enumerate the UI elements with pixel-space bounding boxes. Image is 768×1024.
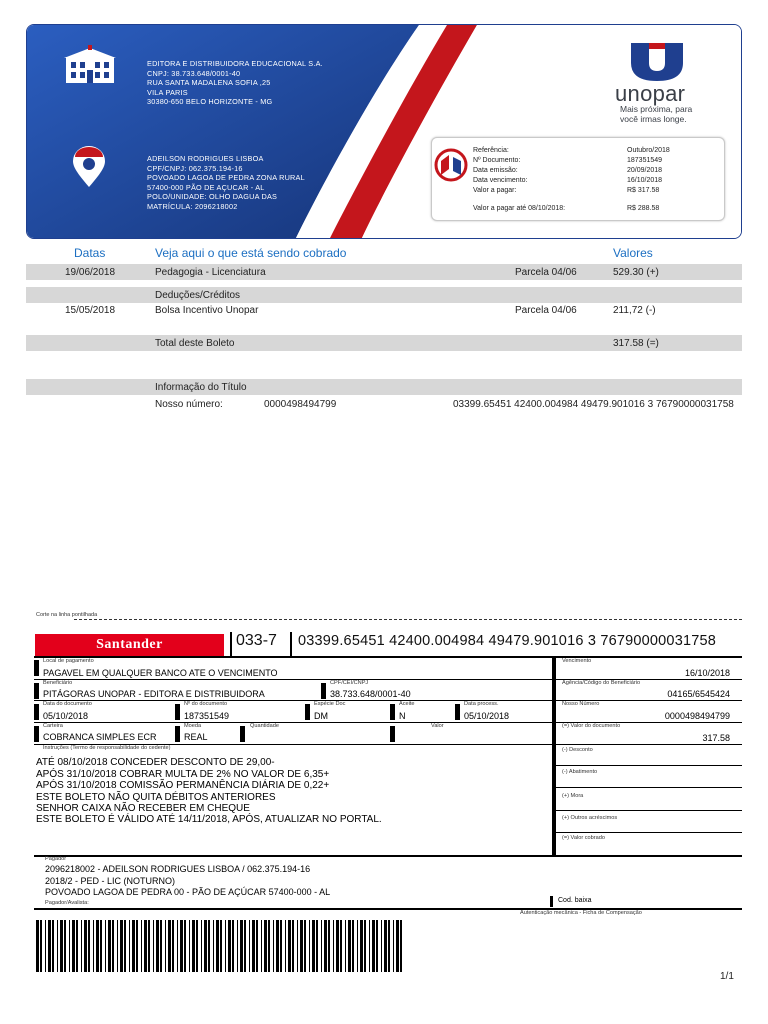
santander-logo (35, 634, 224, 656)
agencia-label: Agência/Código do Beneficiário (562, 680, 641, 686)
barcode-bar (136, 920, 138, 972)
barcode-bar (96, 920, 99, 972)
info-band (26, 379, 742, 395)
nosso-numero-label: Nosso Número (562, 701, 600, 707)
nosso-numero-label: Nosso número: (155, 399, 223, 410)
company-line: VILA PARIS (147, 87, 188, 97)
barcode-bar (112, 920, 114, 972)
barcode-bar (264, 920, 267, 972)
student-line: ADEILSON RODRIGUES LISBOA (147, 154, 264, 163)
barcode-bar (240, 920, 243, 972)
barcode-bar (184, 920, 186, 972)
barcode-bar (93, 920, 94, 972)
row-divider (556, 765, 742, 766)
barcode-bar (172, 920, 174, 972)
deduction-description: Bolsa Incentivo Unopar (155, 305, 259, 316)
company-line: 30380-650 BELO HORIZONTE - MG (147, 97, 273, 107)
barcode-bar (249, 920, 250, 972)
field-tick (390, 704, 395, 720)
barcode-bar (285, 920, 286, 972)
field-tick (34, 726, 39, 742)
data-processamento-value: 05/10/2018 (464, 711, 510, 721)
barcode-bar (220, 920, 222, 972)
barcode-bar (321, 920, 322, 972)
field-tick (390, 726, 395, 742)
cpf-label: CPF/CEI/CNPJ (330, 680, 369, 686)
beneficiario-value: PITÁGORAS UNOPAR - EDITORA E DISTRIBUIDORA (43, 689, 265, 699)
instruction-line: SENHOR CAIXA NÃO RECEBER EM CHEQUE (36, 803, 250, 814)
instruction-line: APÓS 31/10/2018 COBRAR MULTA DE 2% NO VALOR DE 6,35+ (36, 769, 330, 780)
pagador-line: 2018/2 - PED - LIC (NOTURNO) (45, 876, 176, 886)
agencia-value: 04165/6545424 (667, 689, 730, 699)
abatimento-label: (-) Abatimento (562, 769, 598, 775)
right-column-divider (552, 658, 556, 856)
ref-value: 16/10/2018 (627, 177, 663, 184)
nosso-numero-value: 0000498494799 (264, 399, 337, 410)
barcode-bar (316, 920, 318, 972)
barcode-bar (276, 920, 279, 972)
barcode-bar (364, 920, 366, 972)
reference-box (431, 137, 725, 221)
deduction-date: 15/05/2018 (65, 305, 116, 316)
field-tick (455, 704, 460, 720)
barcode-bar (336, 920, 339, 972)
header-banner (26, 24, 742, 239)
field-tick (34, 660, 39, 676)
carteira-label: Carteira (43, 723, 63, 729)
info-title: Informação do Título (155, 382, 247, 393)
barcode-bar (324, 920, 327, 972)
valor-label: Valor (431, 723, 444, 729)
barcode-bar (189, 920, 190, 972)
barcode-bar (36, 920, 39, 972)
barcode-bar (400, 920, 402, 972)
deduction-parcel: Parcela 04/06 (515, 305, 577, 316)
barcode-bar (273, 920, 274, 972)
barcode-bar (177, 920, 178, 972)
pagador-label: Pagador (45, 856, 67, 862)
vencimento-label: Vencimento (562, 658, 592, 664)
ref-label: Valor a pagar até 08/10/2018: (473, 205, 566, 212)
instruction-line: ESTE BOLETO NÃO QUITA DÉBITOS ANTERIORES (36, 792, 276, 803)
row-divider (556, 832, 742, 833)
col-header-values: Valores (613, 246, 653, 260)
unopar-tagline (620, 105, 692, 124)
barcode-bar (57, 920, 58, 972)
moeda-value: REAL (184, 732, 208, 742)
cod-baixa-tick (550, 896, 553, 907)
barcode-bar (141, 920, 142, 972)
charge-description: Pedagogia - Licenciatura (155, 267, 266, 278)
barcode-bar (45, 920, 46, 972)
barcode-bar (201, 920, 202, 972)
vencimento-value: 16/10/2018 (684, 668, 730, 678)
beneficiario-label: Beneficiário (43, 680, 73, 686)
deductions-band (26, 287, 742, 303)
tagline-line: Mais próxima, para (620, 104, 693, 114)
student-line: POVOADO LAGOA DE PEDRA ZONA RURAL (147, 173, 305, 183)
unopar-seal-icon (434, 148, 468, 182)
barcode-bar (304, 920, 306, 972)
barcode-bar (108, 920, 111, 972)
barcode-bar (312, 920, 315, 972)
valor-documento-label: (=) Valor do documento (562, 723, 621, 729)
cut-line-label: Corte na linha pontilhada (36, 612, 98, 618)
deductions-title: Deduções/Créditos (155, 290, 241, 301)
instruction-line: APÓS 31/10/2018 COMISSÃO PERMANÊNCIA DIÁRIA DE 0,22+ (36, 780, 330, 791)
barcode-bar (256, 920, 258, 972)
barcode-bar (345, 920, 346, 972)
barcode-bar (393, 920, 394, 972)
barcode-bar (180, 920, 183, 972)
field-tick (34, 704, 39, 720)
barcode-bar (117, 920, 118, 972)
field-tick (34, 683, 39, 699)
barcode-bar (76, 920, 78, 972)
ref-value: 20/09/2018 (627, 167, 663, 174)
barcode-bar (261, 920, 262, 972)
student-line: POLO/UNIDADE: OLHO DAGUA DAS (147, 192, 278, 202)
ref-label: Valor a pagar: (473, 187, 517, 194)
barcode-bar (213, 920, 214, 972)
cut-line (74, 619, 742, 620)
barcode-bar (72, 920, 75, 972)
ref-value: R$ 317.58 (627, 187, 660, 194)
barcode-bar (204, 920, 207, 972)
cpf-value: 38.733.648/0001-40 (330, 689, 411, 699)
row-divider (34, 700, 742, 701)
carteira-value: COBRANCA SIMPLES ECR (43, 732, 157, 742)
barcode-bar (192, 920, 195, 972)
bank-code: 033-7 (236, 632, 277, 649)
company-line: EDITORA E DISTRIBUIDORA EDUCACIONAL S.A. (147, 59, 323, 68)
barcode-bar (100, 920, 102, 972)
ref-value: R$ 288.58 (627, 205, 660, 212)
ref-value: Outubro/2018 (627, 147, 670, 154)
field-tick (240, 726, 245, 742)
local-label: Local de pagamento (43, 658, 94, 664)
unopar-wordmark: unopar (615, 81, 686, 106)
company-line: RUA SANTA MADALENA SOFIA ,25 (147, 78, 271, 88)
barcode-bar (360, 920, 363, 972)
deduction-value: 211,72 (-) (613, 305, 656, 316)
barcode-bar (232, 920, 234, 972)
barcode-bar (216, 920, 219, 972)
instrucoes-label: Instruções (Termo de responsabilidade do cedente) (43, 745, 171, 751)
row-divider (34, 722, 742, 723)
aceite-value: N (399, 711, 406, 721)
valor-documento-value: 317.58 (702, 733, 730, 743)
barcode-bar (165, 920, 166, 972)
desconto-label: (-) Desconto (562, 747, 593, 753)
barcode-bar (252, 920, 255, 972)
data-documento-value: 05/10/2018 (43, 711, 89, 721)
avalista-label: Pagador/Avalista: (45, 900, 89, 906)
barcode-bar (48, 920, 51, 972)
tagline-line: você irmas longe. (620, 113, 687, 124)
barcode-bar (144, 920, 147, 972)
location-pin-icon (72, 146, 106, 188)
ref-label: Nº Documento: (473, 157, 521, 164)
barcode-bar (297, 920, 298, 972)
barcode-bar (280, 920, 282, 972)
row-divider (556, 810, 742, 811)
barcode-bar (357, 920, 358, 972)
barcode-bar (81, 920, 82, 972)
barcode-bar (309, 920, 310, 972)
ref-label: Data emissão: (473, 167, 518, 174)
barcode-bar (129, 920, 130, 972)
field-tick (321, 683, 326, 699)
separator (230, 632, 232, 656)
barcode-bar (340, 920, 342, 972)
barcode-bar (64, 920, 66, 972)
barcode-bar (60, 920, 63, 972)
row-divider (34, 855, 742, 857)
numero-documento-value: 187351549 (184, 711, 230, 721)
charge-parcel: Parcela 04/06 (515, 267, 577, 278)
barcode-bar (160, 920, 162, 972)
bank-name: Santander (96, 637, 163, 652)
barcode-bar (156, 920, 159, 972)
digitable-line: 03399.65451 42400.004984 49479.901016 3 76790000031758 (298, 633, 717, 649)
local-value: PAGAVEL EM QUALQUER BANCO ATE O VENCIMENTO (43, 668, 278, 678)
barcode-bar (196, 920, 198, 972)
barcode-bar (168, 920, 171, 972)
barcode-bar (132, 920, 135, 972)
instruction-line: ATÉ 08/10/2018 CONCEDER DESCONTO DE 29,00- (36, 757, 275, 768)
ref-label: Data vencimento: (473, 177, 528, 184)
barcode-bar (69, 920, 70, 972)
student-line: MATRÍCULA: 2096218002 (147, 201, 238, 211)
autenticacao-label: Autenticação mecânica - Ficha de Compensação (520, 910, 642, 916)
student-info (147, 154, 305, 212)
especie-value: DM (314, 711, 328, 721)
instruction-line: ESTE BOLETO É VÁLIDO ATÉ 14/11/2018, APÓS, ATUALIZAR NO PORTAL. (36, 814, 382, 825)
barcode-bar (84, 920, 87, 972)
barcode (36, 920, 406, 972)
building-icon (62, 45, 118, 85)
barcode-bar (268, 920, 270, 972)
barcode-bar (124, 920, 126, 972)
nosso-numero-value: 0000498494799 (664, 711, 730, 721)
pagador-line: POVOADO LAGOA DE PEDRA 00 - PÃO DE AÇÚCAR 57400-000 - AL (45, 887, 331, 897)
barcode-bar (388, 920, 390, 972)
barcode-bar (376, 920, 378, 972)
col-header-description: Veja aqui o que está sendo cobrado (155, 246, 347, 260)
outros-acrescimos-label: (+) Outros acréscimos (562, 815, 618, 821)
barcode-bar (328, 920, 330, 972)
barcode-bar (228, 920, 231, 972)
total-label: Total deste Boleto (155, 338, 235, 349)
ref-value: 187351549 (627, 157, 663, 164)
cod-baixa-label: Cod. baixa (558, 897, 592, 904)
barcode-bar (372, 920, 375, 972)
row-divider (556, 787, 742, 788)
barcode-bar (52, 920, 54, 972)
barcode-bar (300, 920, 303, 972)
barcode-bar (153, 920, 154, 972)
barcode-bar (105, 920, 106, 972)
ref-label: Referência: (473, 147, 509, 154)
company-info (147, 59, 323, 107)
barcode-bar (369, 920, 370, 972)
barcode-bar (40, 920, 42, 972)
data-documento-label: Data do documento (43, 701, 92, 707)
barcode-bar (148, 920, 150, 972)
barcode-bar (244, 920, 246, 972)
pagador-line: 2096218002 - ADEILSON RODRIGUES LISBOA / 062.375.194-16 (45, 864, 311, 874)
barcode-bar (348, 920, 351, 972)
barcode-bar (120, 920, 123, 972)
barcode-bar (225, 920, 226, 972)
valor-cobrado-label: (=) Valor cobrado (562, 835, 605, 841)
quantidade-label: Quantidade (250, 723, 279, 729)
separator (290, 632, 292, 656)
moeda-label: Moeda (184, 723, 202, 729)
student-line: CPF/CNPJ: 062.375.194-16 (147, 163, 243, 173)
field-tick (175, 726, 180, 742)
barcode-bar (396, 920, 399, 972)
student-line: 57400-000 PÃO DE AÇUCAR - AL (147, 182, 265, 192)
field-tick (175, 704, 180, 720)
charge-date: 19/06/2018 (65, 267, 116, 278)
field-tick (305, 704, 310, 720)
charge-value: 529.30 (+) (613, 267, 659, 278)
barcode-bar (208, 920, 210, 972)
barcode-bar (352, 920, 354, 972)
summary-digitable-line: 03399.65451 42400.004984 49479.901016 3 76790000031758 (453, 399, 734, 410)
data-processamento-label: Data process. (464, 701, 499, 707)
separator (34, 656, 742, 658)
barcode-bar (384, 920, 387, 972)
numero-documento-label: Nº do documento (184, 701, 228, 707)
barcode-bar (88, 920, 90, 972)
barcode-bar (237, 920, 238, 972)
barcode-bar (381, 920, 382, 972)
aceite-label: Aceite (399, 701, 415, 707)
mora-label: (+) Mora (562, 793, 584, 799)
barcode-bar (333, 920, 334, 972)
especie-label: Espécie Doc (314, 701, 346, 707)
company-line: CNPJ: 38.733.648/0001-40 (147, 68, 241, 78)
col-header-dates: Datas (74, 246, 106, 260)
unopar-logo-icon (627, 41, 687, 81)
page-number: 1/1 (720, 971, 734, 982)
barcode-bar (292, 920, 294, 972)
barcode-bar (288, 920, 291, 972)
total-value: 317.58 (=) (613, 338, 659, 349)
